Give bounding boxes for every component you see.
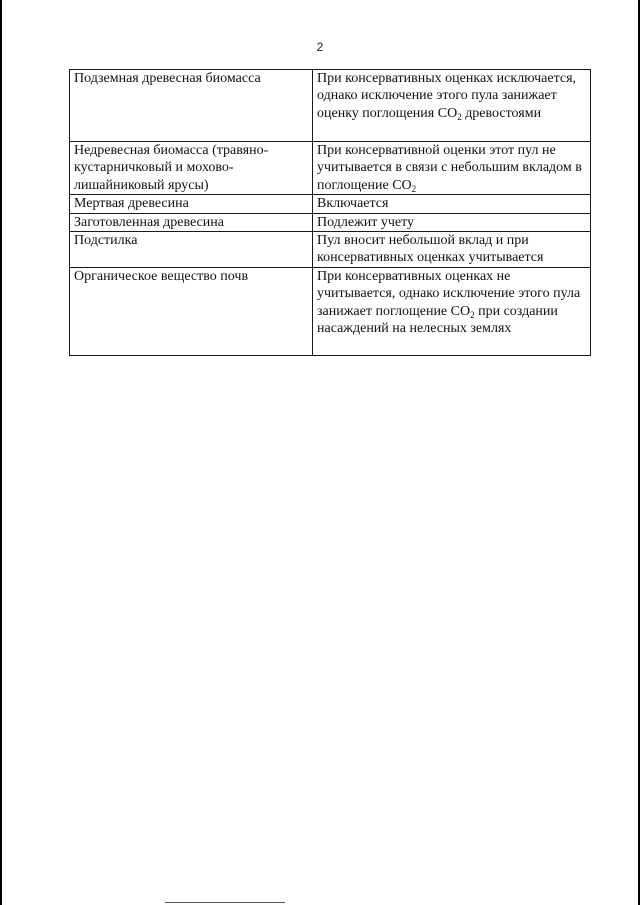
carbon-pools-table — [69, 69, 591, 356]
co2-formula: $CO_2$ — [450, 303, 475, 320]
scan-border-left — [0, 0, 2, 905]
table-row — [70, 70, 591, 142]
pool-name-cell: Заготовленная древесина — [70, 213, 313, 231]
pool-name-cell: Органическое вещество почв — [70, 267, 313, 355]
note-text: При консервативной оценки этот пул не учитывается в связи с небольшим вкладом в поглощение — [317, 143, 582, 193]
page-number: 2 — [316, 40, 324, 54]
pool-note-cell: Пул вносит небольшой вклад и при консервативных оценках учитывается — [313, 232, 591, 268]
table-row — [70, 232, 591, 268]
pool-name-cell: Подстилка — [70, 232, 313, 268]
table-row — [70, 267, 591, 355]
note-text: древостоями — [461, 105, 542, 121]
scan-artifact-line — [165, 902, 285, 903]
pool-note-cell: Включается — [313, 195, 591, 213]
pool-note-cell — [313, 142, 591, 195]
note-text: при создании насаждений на нелесных землях — [317, 303, 558, 337]
pool-note-cell — [313, 267, 591, 355]
pool-note-cell: Подлежит учету — [313, 213, 591, 231]
note-text: При консервативных оценках исключается, однако исключение этого пула занижает оценку поглощения — [317, 71, 577, 121]
pool-name-cell: Подземная древесная биомасса — [70, 70, 313, 142]
table-row — [70, 195, 591, 213]
pool-name-cell: Мертвая древесина — [70, 195, 313, 213]
pool-name-cell: Недревесная биомасса (травяно-кустарничковый и мохово-лишайниковый ярусы) — [70, 142, 313, 195]
pool-note-cell — [313, 70, 591, 142]
co2-formula: $CO_2$ — [392, 177, 417, 194]
table-row — [70, 142, 591, 195]
co2-formula: $CO_2$ — [437, 105, 462, 122]
table-row — [70, 213, 591, 231]
note-text: При консервативных оценках не учитывается, однако исключение этого пула занижает поглощение — [317, 268, 581, 319]
